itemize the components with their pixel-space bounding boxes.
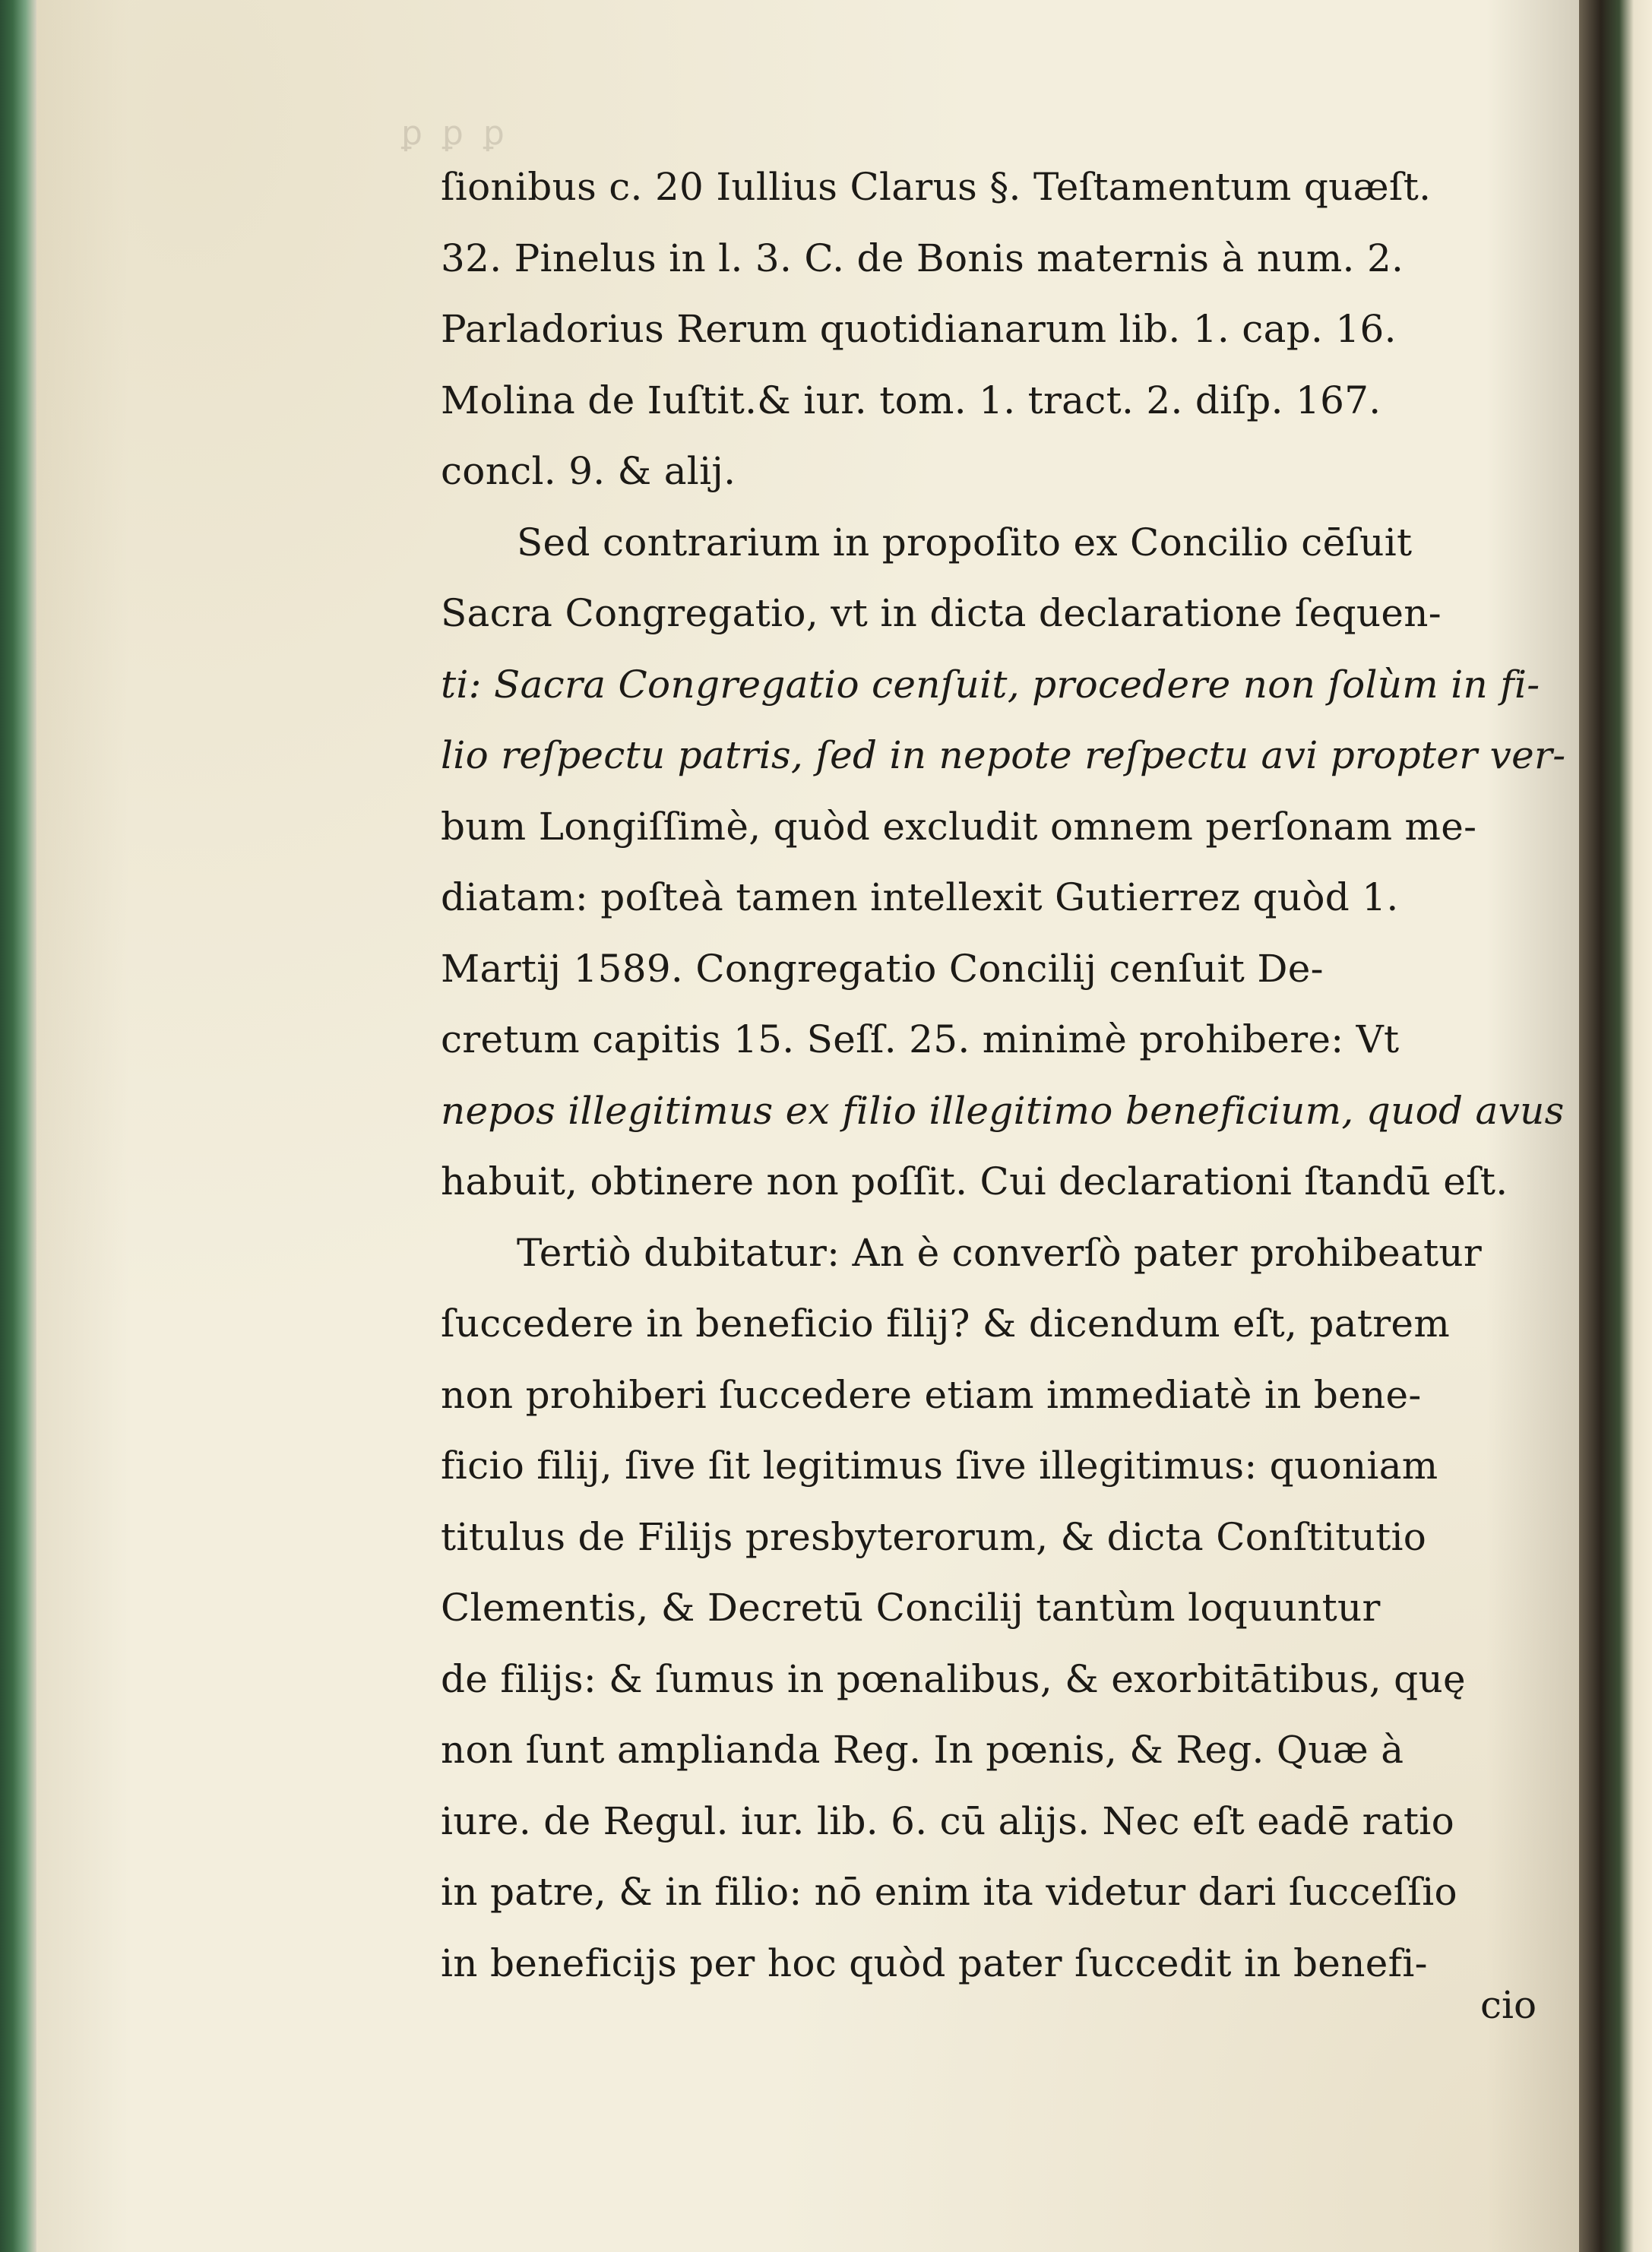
line-1: ſionibus c. 20 Iullius Clarus §. Teſtamentum quæſt. (441, 165, 1432, 209)
line-24: iure. de Regul. iur. lib. 6. cū alijs. Nec eſt eadē ratio (441, 1798, 1454, 1843)
line-17: ſuccedere in beneficio filij? & dicendum eſt, patrem (441, 1302, 1451, 1346)
line-2: 32. Pinelus in l. 3. C. de Bonis maternis à num. 2. (441, 236, 1404, 280)
text-line (441, 1431, 1581, 1502)
line-9: lio reſpectu patris, ſed in nepote reſpectu avi propter ver- (441, 733, 1566, 777)
text-line (441, 862, 1581, 934)
line-8: ti: Sacra Congregatio cenſuit, procedere non ſolùm in fi- (441, 662, 1540, 707)
text-line (441, 436, 1581, 508)
text-line (441, 720, 1581, 792)
line-25: in patre, & in filio: nō enim ita videtur dari ſucceſſio (441, 1870, 1457, 1914)
line-4: Molina de Iuſtit.& iur. tom. 1. tract. 2. diſp. 167. (441, 378, 1381, 422)
text-line (441, 1004, 1581, 1076)
facing-page-edge (1579, 0, 1652, 2252)
line-3: Parladorius Rerum quotidianarum lib. 1. cap. 16. (441, 307, 1397, 351)
text-line (441, 934, 1581, 1005)
line-14: nepos illegitimus ex filio illegitimo beneficium, quod avus (441, 1088, 1565, 1133)
line-26: in beneficijs per hoc quòd pater ſuccedit in benefi- (441, 1940, 1428, 1985)
text-line (441, 1573, 1581, 1644)
text-line (441, 1289, 1581, 1360)
text-line (441, 792, 1581, 863)
text-line (441, 578, 1581, 650)
text-line (441, 1360, 1581, 1431)
text-line (441, 1644, 1581, 1716)
line-5: concl. 9. & alij. (441, 449, 736, 493)
text-line (441, 1076, 1581, 1147)
line-16: Tertiò dubitatur: An è converſò pater prohibeatur (517, 1230, 1483, 1275)
line-13: cretum capitis 15. Seſſ. 25. minimè prohibere: Vt (441, 1017, 1400, 1061)
text-line (441, 223, 1581, 295)
text-line (441, 1715, 1581, 1786)
line-6: Sed contrarium in propoſito ex Concilio cēſuit (517, 520, 1413, 565)
line-18: non prohiberi ſuccedere etiam immediatè in bene- (441, 1372, 1422, 1417)
line-20: titulus de Filijs presbyterorum, & dicta Conſtitutio (441, 1514, 1427, 1559)
page (36, 0, 1579, 2252)
text-line (441, 1502, 1581, 1574)
text-line (441, 650, 1581, 721)
line-12: Martij 1589. Congregatio Concilij cenſuit De- (441, 946, 1324, 991)
text-line (441, 508, 1581, 579)
text-block (441, 152, 1581, 1999)
line-11: diatam: poſteà tamen intellexit Gutierrez quòd 1. (441, 875, 1399, 919)
line-15: habuit, obtinere non poſſit. Cui declarationi ſtandū eſt. (441, 1159, 1508, 1203)
line-7: Sacra Congregatio, vt in dicta declaratione ſequen- (441, 591, 1442, 635)
line-23: non ſunt amplianda Reg. In pœnis, & Reg. Quæ à (441, 1728, 1404, 1772)
line-21: Clementis, & Decretū Concilij tantùm loquuntur (441, 1586, 1381, 1630)
line-19: ficio filij, ſive ſit legitimus ſive illegitimus: quoniam (441, 1444, 1438, 1488)
book-binding-edge (0, 0, 36, 2252)
text-line (441, 365, 1581, 437)
line-22: de filijs: & ſumus in pœnalibus, & exorbitātibus, quę (441, 1656, 1466, 1701)
text-line (441, 152, 1581, 223)
text-line (441, 1147, 1581, 1218)
text-line (441, 1857, 1581, 1928)
text-line (441, 294, 1581, 365)
line-10: bum Longiſſimè, quòd excludit omnem perſonam me- (441, 804, 1477, 849)
text-line (441, 1218, 1581, 1289)
text-line (441, 1928, 1581, 2000)
catchword: cio (1480, 1983, 1537, 2027)
bleed-through-mark: ꝑ ꝑ ꝑ (401, 114, 509, 153)
text-line (441, 1786, 1581, 1858)
